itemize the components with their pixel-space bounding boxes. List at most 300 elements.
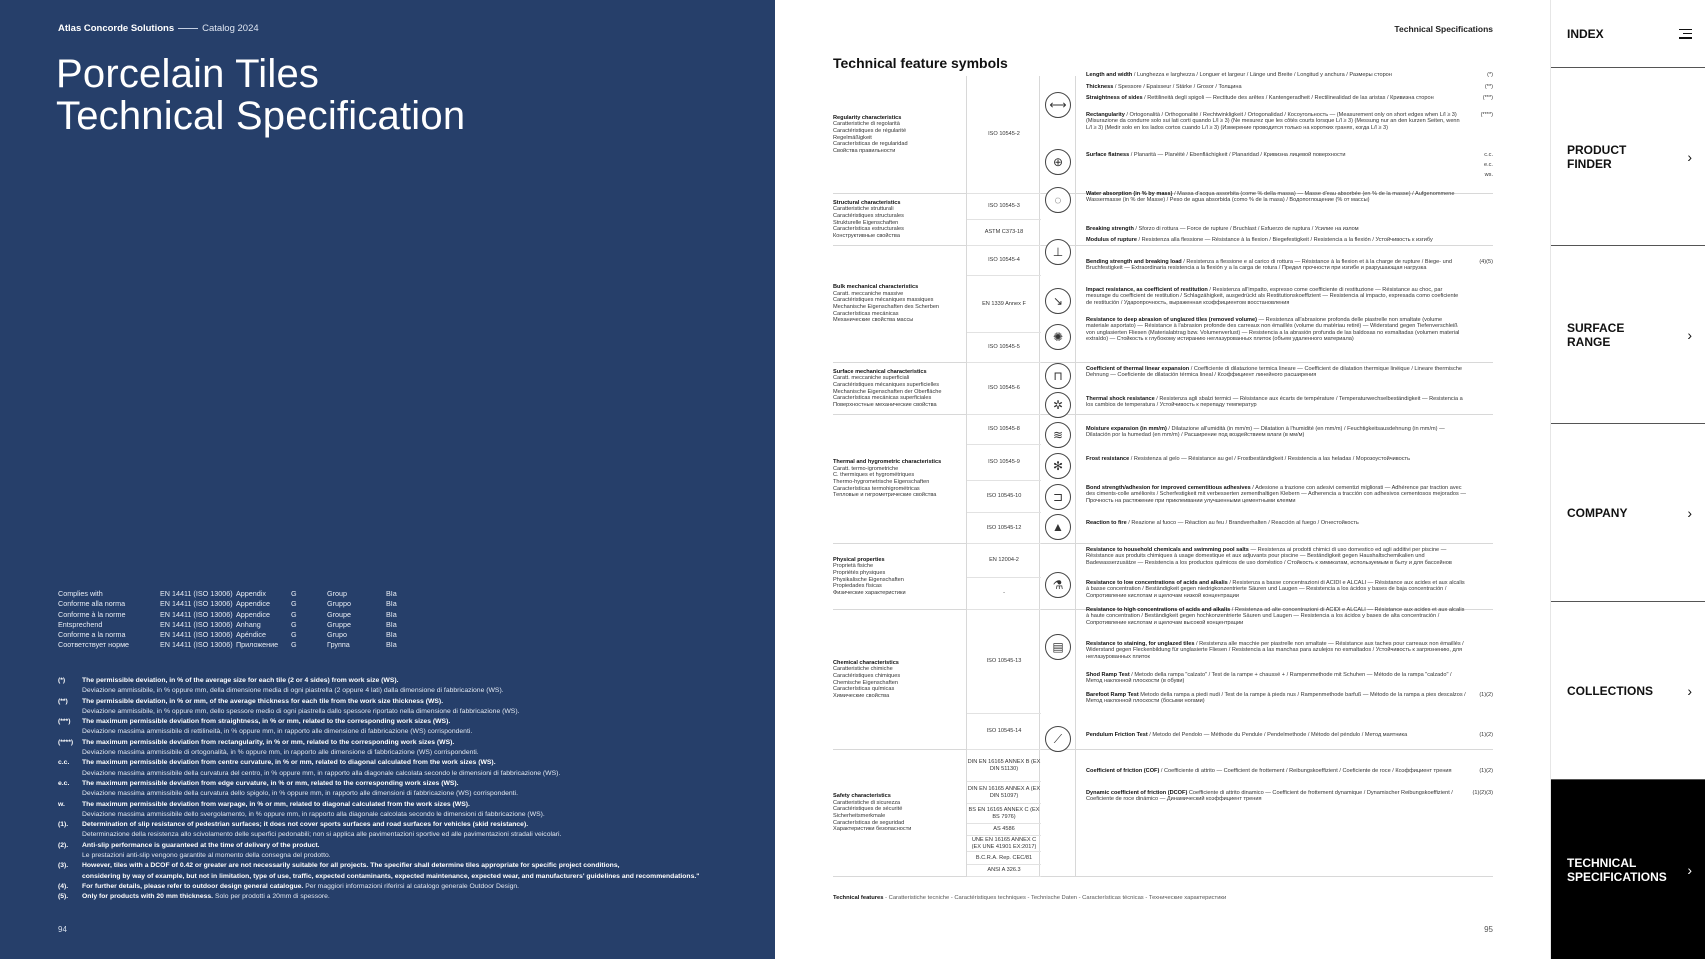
thermometer-icon: ⊓: [1045, 363, 1071, 389]
feature-description: [1086, 366, 1466, 379]
feature-description: [1086, 191, 1466, 204]
compliance-cell: EN 14411 (ISO 13006): [160, 609, 233, 619]
footnote-text: [82, 820, 528, 830]
fire-icon: ▲: [1045, 514, 1071, 540]
sidebar-nav: [1550, 0, 1705, 959]
group-translation: Thermo-hygrometrische Eigenschaften: [833, 479, 930, 485]
feature-note: (***): [1482, 95, 1493, 101]
chevron-right-icon: ›: [1687, 682, 1692, 699]
feature-translations: / Metodo del Pendolo — Méthode du Pendule / Pendelmethode / Método del péndulo / Метод маятника: [1147, 732, 1408, 738]
compliance-cell: Appendice: [236, 609, 270, 619]
feature-name: Reaction to fire: [1086, 520, 1127, 526]
group-translation: Конструктивные свойства: [833, 232, 900, 239]
feature-translations: / Massa d'acqua assorbita (come % della massa) — Masse d'eau absorbée (en % de la masse) / Aufgenommene Wassermasse (in % der Masse) / Peso de agua absorbida (como % de la masa) / Водопоглощение (% от массы): [1086, 191, 1455, 204]
footnote-key: w.: [58, 800, 65, 808]
group-title: Chemical characteristics: [833, 659, 899, 666]
group-translation: Mechanische Eigenschaften der Oberfläche: [833, 388, 942, 395]
feature-name: Breaking strength: [1086, 226, 1134, 232]
footnote-text: [82, 851, 331, 861]
feature-name: Frost resistance: [1086, 456, 1130, 462]
feature-translations: / Resistenza agli sbalzi termici — Résistance aux écarts de température / Temperaturwechselbeständigkeit — Resistencia a los cambios de temperatura / Устойчивость к перепаду температур: [1086, 396, 1463, 409]
footnote-bold: The permissible deviation, in % or mm, of the average thickness for each tile from the work size thickness (WS).: [82, 697, 444, 705]
footnote: [58, 861, 758, 871]
footnote: [58, 841, 758, 851]
group-translation: Caratteristiche chimiche: [833, 666, 893, 673]
group-translation: Поверхностные механические свойства: [833, 401, 937, 408]
group-translation: Mechanische Eigenschaften des Scherben: [833, 304, 940, 310]
group-translation: Caratt. termo-igrometriche: [833, 465, 899, 472]
group-translation: Proprietà fisiche: [833, 563, 874, 570]
group-translation: Механические свойства массы: [833, 317, 914, 324]
feature-description: [1086, 237, 1466, 243]
compliance-row: [58, 630, 397, 640]
chevron-right-icon: ›: [1687, 148, 1692, 165]
group-title: Bulk mechanical characteristics: [833, 284, 919, 291]
group-translation: Características de seguridad: [833, 819, 905, 826]
footnote: [58, 872, 758, 882]
feature-translations: / Resistenza a basse concentrazioni di ACIDI e ALCALI — Résistance aux acides et aux alcalis à basse concentration / Beständigkeit gegen niedrigkonzentrierte Säuren und Laugen — Resistencia a los ácidos y bases de baja concentración / Сопротивление кислотам и щелочам низкой концентрации: [1086, 580, 1465, 599]
standards-column: [966, 363, 1040, 414]
group-translation: Свойства правильности: [833, 147, 896, 154]
group-label: [833, 363, 966, 414]
nav-item-collections[interactable]: [1551, 602, 1705, 780]
feature-name: Bond strength/adhesion for improved cementitious adhesives: [1086, 485, 1251, 491]
footnote: [58, 851, 758, 861]
feature-description: [1086, 426, 1466, 439]
feature-description: [1086, 317, 1466, 342]
feature-name: Shod Ramp Test: [1086, 672, 1130, 678]
feature-name: Pendulum Friction Test: [1086, 732, 1148, 738]
right-page: [775, 0, 1550, 959]
footnote-key: [58, 686, 82, 696]
group-translation: Caractéristiques mécaniques massiques: [833, 297, 934, 304]
compliance-cell: BIa: [386, 599, 397, 609]
standard-cell: ISO 10545-12: [967, 513, 1041, 544]
footnote-text: [82, 727, 472, 737]
compliance-cell: Groupe: [327, 609, 351, 619]
feature-name: Straightness of sides: [1086, 95, 1143, 101]
group-translation: Caractéristiques de régularité: [833, 127, 907, 134]
footnote-plain: Deviazione massima ammissibile di rettilineità, in % oppure mm, in rapporto alle dimensione di fabbricazione (WS) corrispondenti.: [82, 728, 473, 736]
footnote-key: (1).: [58, 821, 69, 829]
feature-note: (1)(2): [1479, 732, 1493, 738]
feature-name: Resistance to staining, for unglazed tiles: [1086, 641, 1195, 647]
standard-cell: UNE EN 16165 ANNEX C (EX UNE 41901 EX:2017): [967, 836, 1041, 852]
compliance-cell: Приложение: [236, 640, 279, 650]
feature-name: Surface flatness: [1086, 152, 1130, 158]
footnote-plain: Solo per prodotti a 20mm di spessore.: [213, 893, 330, 901]
group-label: [833, 194, 966, 245]
nav-label: COLLECTIONS: [1567, 683, 1653, 698]
footnote-key: c.c.: [58, 759, 70, 767]
footnote-plain: Le prestazioni anti-slip vengono garantite al momento della consegna del prodotto.: [82, 852, 331, 860]
group-translation: Caractéristiques structurales: [833, 212, 904, 219]
compliance-cell: BIa: [386, 609, 397, 619]
feature-translations: Metodo della rampa a piedi nudi / Test de la rampe à pieds nus / Rampenmethode barfuß — Método de la rampa a pies descalzos / Метод наклонной плоскости (босыми ногами): [1086, 692, 1466, 705]
group-translation: Regelmäßigkeit: [833, 134, 872, 141]
left-page: [0, 0, 775, 959]
feature-translations: / Sforzo di rottura — Force de rupture / Bruchlast / Esfuerzo de ruptura / Усилие на излом: [1133, 226, 1359, 232]
feature-translations: / Reazione al fuoco — Réaction au feu / Brandverhalten / Reacción al fuego / Огнестойкость: [1126, 520, 1359, 526]
compliance-cell: G: [291, 630, 297, 640]
feature-translations: / Resistenza all'impatto, espresso come coefficiente di restituzione — Résistance au choc, par mesurage du coefficient de restitution / Schlagzähigkeit, ausgedrückt als Restitutionskoeffizient — Resistencia al impacto, expresada como coeficiente de restitución / Ударопрочность, выраженная коэффициентом восстановления: [1086, 287, 1459, 306]
feature-note: (1)(2): [1479, 768, 1493, 774]
footnote-bold: The maximum permissible deviation from rectangularity, in % or mm, related to the corresponding work sizes (WS).: [82, 738, 455, 746]
feature-note: (1)(2)(3): [1472, 790, 1493, 796]
standards-column: [966, 246, 1040, 362]
feature-note: (*): [1487, 72, 1493, 78]
compliance-row: [58, 640, 397, 650]
feature-name: Thickness: [1086, 84, 1114, 90]
footnote: [58, 810, 758, 820]
feature-translations: Coefficiente di attrito dinamico — Coefficient de frottement dynamique / Dynamischer Reibungskoeffizient / Coeficiente de roce dinámico — Динамический коэффициент трения: [1086, 790, 1453, 803]
footnote-bold: For further details, please refer to outdoor design general catalogue.: [82, 882, 304, 890]
footnote-bold: considering by way of example, but not in limitation, type of use, traffic, expected contaminants, expected maintenance, expected wear, and manufacturers' guidelines and recommendations.": [82, 872, 700, 880]
chevron-right-icon: ›: [1687, 504, 1692, 521]
standard-cell: DIN EN 16165 ANNEX A (EX DIN 51097): [967, 782, 1041, 804]
footnote: [58, 769, 758, 779]
feature-name: Length and width: [1086, 72, 1133, 78]
group-title: Structural characteristics: [833, 199, 901, 206]
standard-cell: BS EN 16165 ANNEX C (EX BS 7976): [967, 804, 1041, 824]
footnote-key: (4).: [58, 882, 69, 890]
icon-column: [1040, 750, 1076, 876]
footnote-bold: The maximum permissible deviation from straightness, in % or mm, related to the corresponding work sizes (WS).: [82, 718, 451, 726]
group-title: Safety characteristics: [833, 793, 891, 800]
footnote-text: [82, 779, 459, 789]
standard-cell: ISO 10545-13: [967, 610, 1041, 714]
feature-description: [1086, 672, 1466, 685]
feature-name: Barefoot Ramp Test: [1086, 692, 1139, 698]
footnote-plain: Per maggiori informazioni riferirsi al catalogo generale Outdoor Design.: [303, 882, 520, 890]
feature-description: [1086, 790, 1466, 803]
compliance-cell: Conforme à la norme: [58, 609, 126, 619]
group-translation: Caratteristiche di regolarità: [833, 121, 900, 128]
footnote-key: [58, 727, 82, 737]
group-translation: Propriétés physiques: [833, 569, 886, 576]
group-title: Physical properties: [833, 556, 885, 563]
feature-description: [1086, 485, 1466, 504]
footnote-plain: Deviazione massima ammissibile della curvatura dello spigolo, in % oppure mm, in rapporto alle dimensioni di fabbricazione (WS) corrispondenti.: [82, 790, 518, 798]
footnote: [58, 882, 758, 892]
feature-note: e.c.: [1483, 162, 1493, 168]
compliance-cell: Соответствует норме: [58, 640, 130, 650]
water-drop-icon: ◌: [1045, 187, 1071, 213]
feature-translations: / Resistenza al gelo — Résistance au gel / Frostbeständigkeit / Resistencia a las heladas / Морозоустойчивость: [1129, 456, 1411, 462]
footnote-text: [82, 686, 504, 696]
footnote-key: [58, 872, 82, 882]
standards-column: [966, 415, 1040, 543]
footnote-key: (3).: [58, 862, 69, 870]
feature-name: Resistance to deep abrasion of unglazed tiles (removed volume): [1086, 317, 1257, 323]
feature-description: [1086, 396, 1466, 409]
feature-table: [833, 72, 1493, 880]
group-title: Regularity characteristics: [833, 114, 902, 121]
group-translation: Caratteristiche strutturali: [833, 206, 894, 213]
compliance-cell: Entsprechend: [58, 619, 103, 629]
feature-group: [833, 76, 1493, 194]
standards-column: [966, 750, 1040, 876]
feature-name: Bending strength and breaking load: [1086, 259, 1182, 265]
section-title: Technical feature symbols: [833, 55, 1008, 71]
compliance-cell: G: [291, 589, 297, 598]
group-translation: Химические свойства: [833, 692, 890, 699]
footnote-bold: The maximum permissible deviation from centre curvature, in % or mm, related to diagonal calculated from the work sizes (WS).: [82, 759, 496, 767]
brand-name: Atlas Concorde Solutions: [58, 23, 175, 34]
nav-item-index[interactable]: [1551, 0, 1705, 68]
standards-column: [966, 194, 1040, 245]
group-translation: Características estructurales: [833, 226, 904, 233]
footnote: [58, 717, 758, 727]
compliance-cell: Appendice: [236, 599, 270, 609]
compliance-cell: Anhang: [236, 619, 261, 629]
footer-bold: Technical features: [833, 895, 884, 901]
footer-text: - Caratteristiche tecniche - Caractéristiques techniques - Technische Daten - Características técnicas - Технические характеристики: [883, 895, 1227, 901]
footnote-bold: Only for products with 20 mm thickness.: [82, 893, 214, 901]
compliance-cell: EN 14411 (ISO 13006): [160, 630, 233, 640]
feature-translations: / Resistenza alle macchie per piastrelle non smaltate — Résistance aux taches pour carreaux non émaillés / Widerstand gegen Fleckenbildung für unglasierte Fliesen / Resistencia a las manchas para azulejos no esmaltados / Устойчивость к загрязнению, для неглазурованных плиток: [1086, 641, 1464, 660]
feature-name: Thermal shock resistance: [1086, 396, 1155, 402]
footnote: [58, 697, 758, 707]
compliance-row: [58, 620, 397, 630]
footnote-bold: Determination of slip resistance of pedestrian surfaces; it does not cover sports surfaces and road surfaces for vehicles (skid resistance).: [82, 821, 529, 829]
standard-cell: ISO 10545-14: [967, 714, 1041, 750]
feature-description: [1086, 456, 1466, 462]
nav-label: INDEX: [1567, 26, 1604, 41]
footnote-text: [82, 738, 454, 748]
feature-translations: / Lunghezza e larghezza / Longuer et largeur / Länge und Breite / Longitud y anchura / Размеры сторон: [1132, 72, 1392, 78]
title-line-2: Technical Specification: [56, 94, 466, 138]
footnote: [58, 727, 758, 737]
page-title: [56, 53, 465, 137]
footnote-key: [58, 830, 82, 840]
feature-description: [1086, 607, 1466, 626]
group-translation: Характеристики безопасности: [833, 826, 912, 833]
footnote-text: [82, 758, 496, 768]
feature-translations: / Dilatazione all'umidità (in mm/m) — Dilatation à l'humidité (en mm/m) / Feuchtigkeitsausdehnung (in mm/m) — Dilatación por la humedad (en mm/m) / Расширение под воздействием влаги (в мм/м): [1086, 426, 1445, 439]
feature-note: (4)(5): [1479, 259, 1493, 265]
footnote-plain: Deviazione massima ammissibile dello svergolamento, in % oppure mm, in rapporto alla diagonale calcolata secondo le dimensioni di fabbricazione (WS).: [82, 810, 545, 818]
compliance-table: [58, 589, 397, 651]
footnote-key: (*): [58, 677, 66, 684]
standard-cell: DIN EN 16165 ANNEX B (EX DIN 51130): [967, 750, 1041, 782]
feature-translations: / Rettilineità degli spigoli — Rectitude des arêtes / Kantengeradheit / Rectilinealidad de las aristas / Кривизна сторон: [1142, 95, 1434, 101]
staining-icon: ▤: [1045, 634, 1071, 660]
nav-item-surface-range[interactable]: [1551, 246, 1705, 424]
feature-name: Coefficient of thermal linear expansion: [1086, 366, 1190, 372]
footnote-key: (2).: [58, 841, 69, 849]
group-translation: Caratt. meccaniche massive: [833, 290, 904, 297]
compliance-cell: Grupo: [327, 630, 347, 640]
footnote-text: [82, 810, 545, 820]
footnote-text: [82, 707, 519, 717]
catalog-label: Catalog 2024: [202, 23, 259, 34]
standard-cell: ANSI A 326.3: [967, 865, 1041, 877]
table-footer: [833, 895, 1226, 901]
footnote-text: [82, 676, 399, 686]
menu-icon: [1679, 29, 1692, 39]
nav-item-product-finder[interactable]: [1551, 68, 1705, 246]
feature-name: Resistance to low concentrations of acids and alkalis: [1086, 580, 1228, 586]
standard-cell: ISO 10545-3: [967, 194, 1041, 220]
footnotes: [58, 676, 758, 903]
group-translation: Características mecánicas superficiales: [833, 395, 932, 402]
group-label: [833, 246, 966, 362]
feature-note: (**): [1484, 84, 1493, 90]
standard-cell: ISO 10545-4: [967, 246, 1041, 276]
nav-label: TECHNICAL SPECIFICATIONS: [1567, 855, 1667, 884]
brand-divider: [178, 28, 198, 29]
footnote: [58, 758, 758, 768]
group-title: Thermal and hygrometric characteristics: [833, 459, 942, 466]
running-header: Technical Specifications: [1394, 24, 1493, 34]
footnote-key: [58, 810, 82, 820]
footnote-text: [82, 800, 470, 810]
standard-cell: ISO 10545-2: [967, 76, 1041, 194]
group-label: [833, 610, 966, 749]
compliance-cell: G: [291, 640, 297, 650]
standard-cell: EN 12004-2: [967, 544, 1041, 578]
feature-translations: / Resistenza alla flessione — Résistance à la flexion / Biegefestigkeit / Resistencia a la flexión / Устойчивость к изгибу: [1136, 237, 1433, 243]
moisture-icon: ≋: [1045, 422, 1071, 448]
chemical-icon: ⚗: [1045, 572, 1071, 598]
standard-cell: EN 1339 Annex F: [967, 276, 1041, 333]
compliance-cell: Apéndice: [236, 630, 266, 640]
feature-description: [1086, 259, 1466, 272]
footnote-text: [82, 830, 561, 840]
feature-name: Resistance to household chemicals and swimming pool salts: [1086, 547, 1249, 553]
thermal-shock-icon: ✲: [1045, 392, 1071, 418]
footnote-key: [58, 789, 82, 799]
footnote-key: [58, 707, 82, 717]
feature-description: [1086, 547, 1466, 566]
group-translation: Características de regularidad: [833, 141, 908, 148]
footnote-text: [82, 882, 519, 892]
chevron-right-icon: ›: [1687, 326, 1692, 343]
footnote-text: [82, 748, 479, 758]
standards-column: [966, 610, 1040, 749]
group-translation: Sicherheitsmerkmale: [833, 813, 886, 819]
feature-note: ws.: [1484, 172, 1493, 178]
feature-description: [1086, 287, 1466, 306]
group-translation: Caractéristiques mécaniques superficielles: [833, 381, 940, 388]
footnote: [58, 707, 758, 717]
footnote: [58, 789, 758, 799]
compliance-cell: Gruppe: [327, 619, 351, 629]
feature-translations: / Adesione a trazione con adesivi cementizi migliorati — Adhérence par traction avec des ciments-colle améliorés / Scherfestigkeit mit verbesserten zementhaltigen Klebern — Adherencia a tracción con adhesivos cementosos mejorados — Прочность на растяжение при приклеивании улучшенными цементными клеями: [1086, 485, 1466, 504]
impact-icon: ↘: [1045, 288, 1071, 314]
footnote-key: (****): [58, 738, 74, 746]
footnote-text: [82, 717, 450, 727]
feature-description: [1086, 95, 1466, 101]
footnote-plain: Determinazione della resistenza allo scivolamento delle superfici pedonabili; non si applica alle pavimentazioni sportive ed alle pavimentazioni stradali veicolari.: [82, 831, 562, 839]
feature-description: [1086, 732, 1466, 738]
footnote-text: [82, 872, 699, 882]
feature-note: (****): [1480, 112, 1493, 118]
footnote-text: [82, 769, 560, 779]
footnote: [58, 830, 758, 840]
feature-description: [1086, 72, 1466, 78]
feature-translations: / Metodo della rampa "calzato" / Test de la rampe + chaussé + / Rampenmethode mit Schuhen — Método de la rampa "calzado" / Метод наклонной плоскости (в обуви): [1086, 672, 1452, 685]
compliance-cell: BIa: [386, 619, 397, 629]
group-label: [833, 544, 966, 609]
footnote-bold: Anti-slip performance is guaranteed at the time of delivery of the product.: [82, 841, 320, 849]
page-number-left: 94: [58, 925, 67, 934]
group-translation: Caractéristiques de sécurité: [833, 806, 903, 813]
group-translation: Características mecánicas: [833, 310, 899, 317]
footnote-bold: The maximum permissible deviation from edge curvature, in % or mm, related to the corresponding work sizes (WS).: [82, 779, 459, 787]
group-translation: Тепловые и гигрометрические свойства: [833, 492, 937, 499]
feature-translations: / Coefficiente di dilatazione termica lineare — Coefficient de dilatation thermique linéique / Lineare thermische Dehnung — Coeficiente de dilatación térmica lineal / Коэффициент линейного расширения: [1086, 366, 1462, 379]
compliance-cell: Appendix: [236, 589, 266, 598]
nav-label: SURFACE RANGE: [1567, 320, 1625, 349]
chevron-right-icon: ›: [1687, 861, 1692, 878]
compliance-cell: G: [291, 619, 297, 629]
group-translation: Strukturelle Eigenschaften: [833, 219, 899, 226]
feature-name: Impact resistance, as coefficient of restitution: [1086, 287, 1208, 293]
feature-translations: — Resistenza ai prodotti chimici di uso domestico ed agli additivi per piscine — Résistance aux produits chimiques à usage domestique et aux adjuvants pour piscine — Beständigkeit gegen Haushaltschemikalien und Badewasserzusätze — Resistencia a los productos químicos de uso doméstico / Стойкость к химикатам, используемым в быту и для бассейнов: [1086, 547, 1452, 566]
compliance-row: [58, 610, 397, 620]
feature-name: Dynamic coefficient of friction (DCOF): [1086, 790, 1188, 796]
compliance-cell: Complies with: [58, 589, 103, 598]
compliance-cell: BIa: [386, 640, 397, 650]
nav-item-company[interactable]: [1551, 424, 1705, 602]
standard-cell: ISO 10545-10: [967, 481, 1041, 513]
feature-description: [1086, 641, 1466, 660]
standard-cell: ISO 10545-9: [967, 445, 1041, 481]
frost-icon: ✻: [1045, 453, 1071, 479]
standard-cell: ASTM C373-18: [967, 220, 1041, 246]
compliance-cell: G: [291, 599, 297, 609]
nav-label: PRODUCT FINDER: [1567, 142, 1627, 171]
compliance-cell: Conforme alla norma: [58, 599, 126, 609]
compliance-cell: EN 14411 (ISO 13006): [160, 599, 233, 609]
standard-cell: ISO 10545-8: [967, 415, 1041, 445]
feature-name: Water absorption (in % by mass): [1086, 191, 1173, 197]
breaking-icon: ⊥: [1045, 239, 1071, 265]
page-number-right: 95: [1484, 925, 1493, 934]
feature-description: [1086, 768, 1466, 774]
compliance-cell: Group: [327, 589, 347, 598]
compliance-cell: BIa: [386, 630, 397, 640]
footnote-text: [82, 697, 443, 707]
footnote-key: [58, 769, 82, 779]
footnote-bold: However, tiles with a DCOF of 0.42 or greater are not necessarily suitable for all projects. The specifier shall determine tiles appropriate for specific project conditions,: [82, 862, 620, 870]
group-translation: Физические характеристики: [833, 589, 906, 596]
feature-note: c.c.: [1484, 152, 1493, 158]
feature-translations: / Resistenza ad alte concentrazioni di ACIDI e ALCALI — Résistance aux acides et aux alcalis à haute concentration / Beständigkeit gegen hochkonzentrierte Säuren und Laugen — Resistencia a los ácidos y bases de alta concentración / Сопротивление кислотам и щелочам высокой концентрации: [1086, 607, 1465, 626]
group-translation: Caratteristiche di sicurezza: [833, 799, 901, 806]
feature-description: [1086, 226, 1466, 232]
compliance-cell: Conforme a la norma: [58, 630, 126, 640]
footnote-plain: Deviazione massima ammissibile della curvatura del centro, in % oppure mm, in rapporto alla diagonale calcolata secondo le dimensioni di fabbricazione (WS).: [82, 769, 561, 777]
footnote: [58, 820, 758, 830]
nav-item-technical-specifications[interactable]: [1551, 780, 1705, 959]
group-label: [833, 76, 966, 193]
standards-column: [966, 76, 1040, 193]
feature-description: [1086, 152, 1466, 158]
footnote: [58, 892, 758, 902]
compliance-row: [58, 589, 397, 599]
footnote: [58, 800, 758, 810]
nav-label: COMPANY: [1567, 505, 1628, 520]
footnote-plain: Deviazione massima ammissibile di ortogonalità, in % oppure mm, in rapporto alle dimensione di fabbricazione (WS) corrispondenti.: [82, 749, 479, 757]
group-translation: C. thermiques et hygrométriques: [833, 472, 915, 479]
compliance-cell: G: [291, 609, 297, 619]
feature-description: [1086, 580, 1466, 599]
title-line-1: Porcelain Tiles: [56, 52, 320, 96]
group-translation: Caractéristiques chimiques: [833, 672, 901, 679]
